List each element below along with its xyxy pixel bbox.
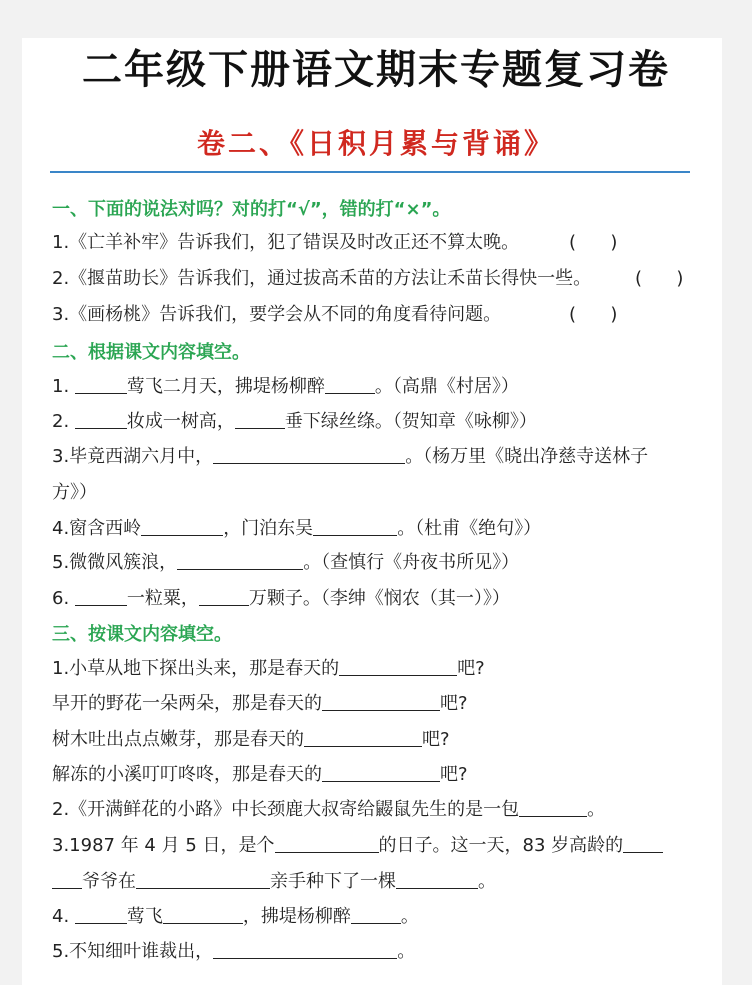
fill-2-1-source: 。（高鼎《村居》） — [374, 376, 519, 397]
fill-3-1-end: 吧? — [457, 658, 485, 679]
fill-2-1 — [52, 374, 519, 400]
fill-2-5-source: 。（查慎行《舟夜书所见》） — [303, 552, 520, 573]
blank[interactable] — [136, 870, 270, 889]
fill-3-9-end: 。 — [397, 941, 416, 962]
blank[interactable] — [235, 410, 285, 429]
blank[interactable] — [141, 517, 223, 536]
blank[interactable] — [75, 905, 127, 924]
fill-2-6-source: 万颗子。（李绅《悯农（其一）》） — [248, 588, 510, 609]
fill-3-4-text: 解冻的小溪叮叮咚咚，那是春天的 — [52, 764, 322, 785]
blank[interactable] — [75, 375, 127, 394]
fill-3-5-end: 。 — [587, 799, 606, 820]
fill-2-3 — [52, 444, 648, 470]
page-title: 二年级下册语文期末专题复习卷 — [82, 47, 670, 93]
blank[interactable] — [52, 870, 82, 889]
blank[interactable] — [322, 692, 440, 711]
blank[interactable] — [304, 728, 422, 747]
blank[interactable] — [339, 657, 457, 676]
fill-2-2-source: 垂下绿丝绦。（贺知章《咏柳》） — [284, 411, 537, 432]
blank[interactable] — [313, 517, 397, 536]
fill-3-6-text-b: 的日子。这一天，83 岁高龄的 — [378, 835, 624, 856]
question-1-2: 2.《揠苗助长》告诉我们，通过拔高禾苗的方法让禾苗长得快一些。 — [52, 268, 592, 289]
answer-paren-1-1[interactable]: ( ) — [569, 232, 618, 253]
blank[interactable] — [163, 905, 243, 924]
question-1-3: 3.《画杨桃》告诉我们，要学会从不同的角度看待问题。 — [52, 304, 502, 325]
fill-3-6-text-a: 3.1987 年 4 月 5 日，是个 — [52, 835, 275, 856]
page-subtitle: 卷二、《日积月累与背诵》 — [196, 127, 555, 160]
fill-3-1 — [52, 656, 485, 682]
fill-2-2 — [52, 409, 537, 435]
fill-3-7-text-b: 爷爷在 — [82, 871, 136, 892]
fill-3-8 — [52, 904, 419, 930]
blank[interactable] — [623, 834, 663, 853]
blank[interactable] — [213, 445, 405, 464]
fill-3-4 — [52, 762, 468, 788]
fill-2-4-source: 。（杜甫《绝句》） — [397, 518, 542, 539]
fill-3-7-text-c: 亲手种下了一棵 — [270, 871, 396, 892]
fill-2-5-text: 5.微微风簇浪， — [52, 552, 178, 573]
fill-3-9 — [52, 939, 415, 965]
fill-2-3-cont: 方》） — [52, 482, 97, 503]
blank[interactable] — [75, 410, 127, 429]
fill-3-8-text-c: ，拂堤杨柳醉 — [242, 906, 351, 927]
fill-3-5 — [52, 797, 605, 823]
fill-3-4-end: 吧? — [440, 764, 468, 785]
blank[interactable] — [396, 870, 478, 889]
section-3-heading: 三、按课文内容填空。 — [52, 624, 232, 645]
fill-2-1-num: 1. — [52, 376, 75, 397]
fill-3-5-text: 2.《开满鲜花的小路》中长颈鹿大叔寄给鼹鼠先生的是一包 — [52, 799, 520, 820]
fill-2-6-num: 6. — [52, 588, 75, 609]
section-2-heading: 二、根据课文内容填空。 — [52, 342, 250, 363]
fill-3-6 — [52, 833, 663, 859]
answer-paren-1-2[interactable]: ( ) — [635, 268, 684, 289]
title-divider — [50, 171, 690, 173]
fill-2-3-source: 。（杨万里《晓出净慈寺送林子 — [405, 446, 649, 467]
fill-2-6-text: 一粒粟， — [126, 588, 199, 609]
fill-3-8-num: 4. — [52, 906, 75, 927]
fill-2-5 — [52, 550, 519, 576]
section-1-heading: 一、下面的说法对吗？对的打“√”，错的打“×”。 — [52, 199, 451, 220]
fill-3-8-text-b: 莺飞 — [126, 906, 163, 927]
fill-3-2-text: 早开的野花一朵两朵，那是春天的 — [52, 693, 322, 714]
blank[interactable] — [351, 905, 401, 924]
fill-3-1-text: 1.小草从地下探出头来，那是春天的 — [52, 658, 340, 679]
blank[interactable] — [519, 798, 587, 817]
fill-3-3 — [52, 727, 450, 753]
fill-3-9-text: 5.不知细叶谁裁出， — [52, 941, 214, 962]
fill-2-4-text-b: ，门泊东吴 — [223, 518, 314, 539]
answer-paren-1-3[interactable]: ( ) — [569, 304, 618, 325]
fill-3-2-end: 吧? — [440, 693, 468, 714]
fill-3-3-text: 树木吐出点点嫩芽，那是春天的 — [52, 729, 304, 750]
fill-3-3-end: 吧? — [422, 729, 450, 750]
fill-2-2-num: 2. — [52, 411, 75, 432]
blank[interactable] — [213, 940, 397, 959]
fill-3-7 — [52, 869, 496, 895]
blank[interactable] — [75, 587, 127, 606]
question-1-1: 1.《亡羊补牢》告诉我们，犯了错误及时改正还不算太晚。 — [52, 232, 520, 253]
blank[interactable] — [322, 763, 440, 782]
blank[interactable] — [325, 375, 375, 394]
fill-3-7-end: 。 — [478, 871, 496, 892]
blank[interactable] — [177, 551, 303, 570]
fill-2-1-text: 莺飞二月天，拂堤杨柳醉 — [126, 376, 325, 397]
fill-2-6 — [52, 586, 510, 612]
fill-3-2 — [52, 691, 468, 717]
blank[interactable] — [275, 834, 379, 853]
fill-2-4-text-a: 4.窗含西岭 — [52, 518, 142, 539]
blank[interactable] — [199, 587, 249, 606]
fill-2-2-text: 妆成一树高， — [126, 411, 235, 432]
fill-2-4 — [52, 516, 541, 542]
fill-2-3-text: 3.毕竟西湖六月中， — [52, 446, 214, 467]
fill-3-8-end: 。 — [400, 906, 419, 927]
